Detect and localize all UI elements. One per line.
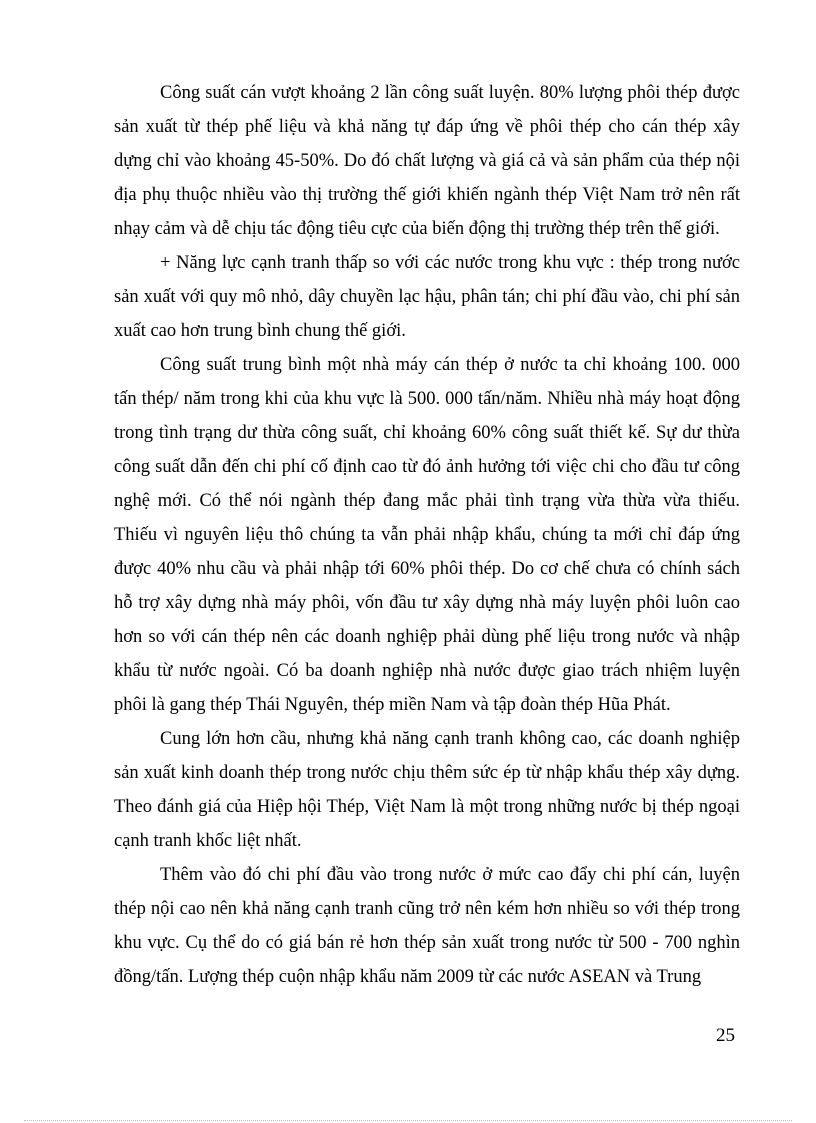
footer-dotted-rule	[24, 1120, 792, 1121]
paragraph-4: Cung lớn hơn cầu, nhưng khả năng cạnh tranh không cao, các doanh nghiệp sản xuất kinh doanh thép trong nước chịu thêm sức ép từ nhập khẩu thép xây dựng. Theo đánh giá của Hiệp hội Thép, Việt Nam là một trong những nước bị thép ngoại cạnh tranh khốc liệt nhất.	[114, 729, 740, 851]
page-number: 25	[716, 1025, 735, 1046]
paragraph-2: + Năng lực cạnh tranh thấp so với các nước trong khu vực : thép trong nước sản xuất với quy mô nhỏ, dây chuyền lạc hậu, phân tán; chi phí đầu vào, chi phí sản xuất cao hơn trung bình chung thế giới.	[114, 253, 740, 341]
paragraph-3: Công suất trung bình một nhà máy cán thép ở nước ta chỉ khoảng 100. 000 tấn thép/ năm trong khi của khu vực là 500. 000 tấn/năm. Nhiều nhà máy hoạt động trong tình trạng dư thừa công suất, chỉ khoảng 60% công suất thiết kế. Sự dư thừa công suất dẫn đến chi phí cố định cao từ đó ảnh hưởng tới việc chi cho đầu tư công nghệ mới. Có thể nói ngành thép đang mắc phải tình trạng vừa thừa vừa thiếu. Thiếu vì nguyên liệu thô chúng ta vẫn phải nhập khẩu, chúng ta mới chỉ đáp ứng được 40% nhu cầu và phải nhập tới 60% phôi thép. Do cơ chế chưa có chính sách hỗ trợ xây dựng nhà máy phôi, vốn đầu tư xây dựng nhà máy luyện phôi luôn cao hơn so với cán thép nên các doanh nghiệp phải dùng phế liệu trong nước và nhập khẩu từ nước ngoài. Có ba doanh nghiệp nhà nước được giao trách nhiệm luyện phôi là gang thép Thái Nguyên, thép miền Nam và tập đoàn thép Hũa Phát.	[114, 355, 740, 715]
document-body	[114, 76, 740, 994]
paragraph-5: Thêm vào đó chi phí đầu vào trong nước ở mức cao đẩy chi phí cán, luyện thép nội cao nên khả năng cạnh tranh cũng trở nên kém hơn nhiều so với thép trong khu vực. Cụ thể do có giá bán rẻ hơn thép sản xuất trong nước từ 500 - 700 nghìn đồng/tấn. Lượng thép cuộn nhập khẩu năm 2009 từ các nước ASEAN và Trung	[114, 865, 740, 987]
paragraph-1: Công suất cán vượt khoảng 2 lần công suất luyện. 80% lượng phôi thép được sản xuất từ thép phế liệu và khả năng tự đáp ứng về phôi thép cho cán thép xây dựng chỉ vào khoảng 45-50%. Do đó chất lượng và giá cả và sản phẩm của thép nội địa phụ thuộc nhiều vào thị trường thế giới khiến ngành thép Việt Nam trở nên rất nhạy cảm và dễ chịu tác động tiêu cực của biến động thị trường thép trên thế giới.	[114, 83, 740, 239]
